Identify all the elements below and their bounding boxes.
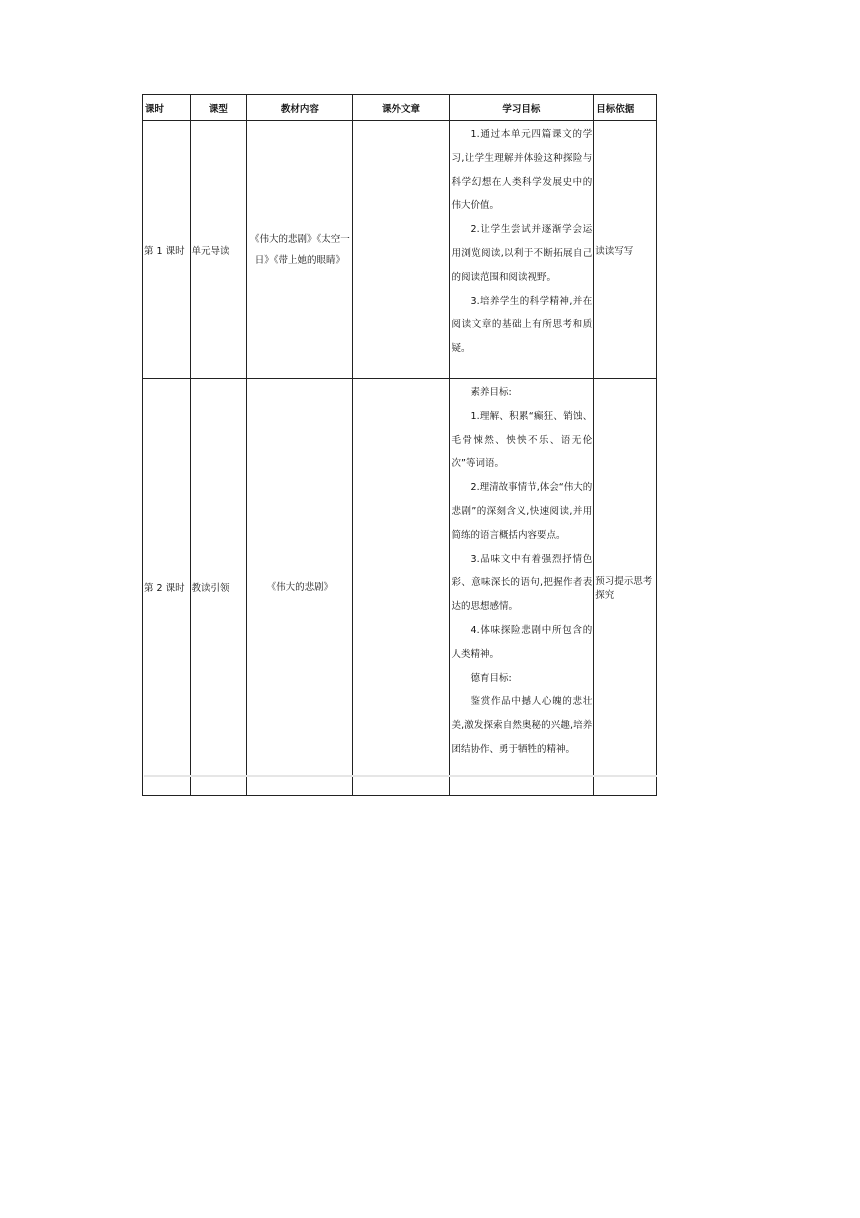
table-row (143, 121, 657, 379)
extra-cell (353, 121, 449, 379)
goal-line: 3.培养学生的科学精神,并在阅读文章的基础上有所思考和质疑。 (451, 295, 593, 355)
table-row (143, 379, 657, 796)
goal-line: 2.让学生尝试并逐渐学会运用浏览阅读,以利于不断拓展自己的阅读范围和阅读视野。 (451, 224, 593, 283)
header-lesson: 课时 (143, 95, 191, 121)
goal-line: 鉴赏作品中撼人心魄的悲壮美,激发探索自然奥秘的兴趣,培养团结协作、勇于牺牲的精神。 (451, 696, 593, 755)
goal-line: 2.理清故事情节,体会“伟大的悲剧”的深刻含义,快速阅读,并用简练的语言概括内容要点。 (451, 482, 593, 541)
lesson-cell: 第 1 课时 (143, 121, 191, 379)
table-bottom-shadow (144, 775, 657, 777)
header-basis: 目标依据 (594, 95, 657, 121)
header-type: 课型 (190, 95, 247, 121)
content-cell: 《伟大的悲剧》 (247, 379, 353, 796)
goal-line: 3.品味文中有着强烈抒情色彩、意味深长的语句,把握作者表达的思想感情。 (451, 553, 593, 613)
goal-line: 1.通过本单元四篇课文的学习,让学生理解并体验这种探险与科学幻想在人类科学发展史中的伟大价值。 (451, 129, 593, 212)
header-content: 教材内容 (247, 95, 353, 121)
type-cell: 单元导读 (190, 121, 247, 379)
basis-cell: 读读写写 (594, 121, 657, 379)
goals-cell (449, 121, 594, 379)
goals-cell (449, 379, 594, 796)
extra-cell (353, 379, 449, 796)
goal-line: 1.理解、积累“癫狂、销蚀、毛骨悚然、怏怏不乐、语无伦次”等词语。 (451, 410, 593, 470)
header-extra: 课外文章 (353, 95, 449, 121)
lesson-plan-table (142, 94, 657, 796)
header-goals: 学习目标 (449, 95, 594, 121)
goal-line: 4.体味探险悲剧中所包含的人类精神。 (451, 624, 593, 660)
table-header-row (143, 95, 657, 121)
type-cell: 教读引领 (190, 379, 247, 796)
basis-cell: 预习提示思考探究 (594, 379, 657, 796)
goal-line: 素养目标: (470, 387, 512, 398)
lesson-cell: 第 2 课时 (143, 379, 191, 796)
content-cell: 《伟大的悲剧》《太空一日》《带上她的眼睛》 (247, 121, 353, 379)
goal-line: 德育目标: (470, 672, 512, 684)
